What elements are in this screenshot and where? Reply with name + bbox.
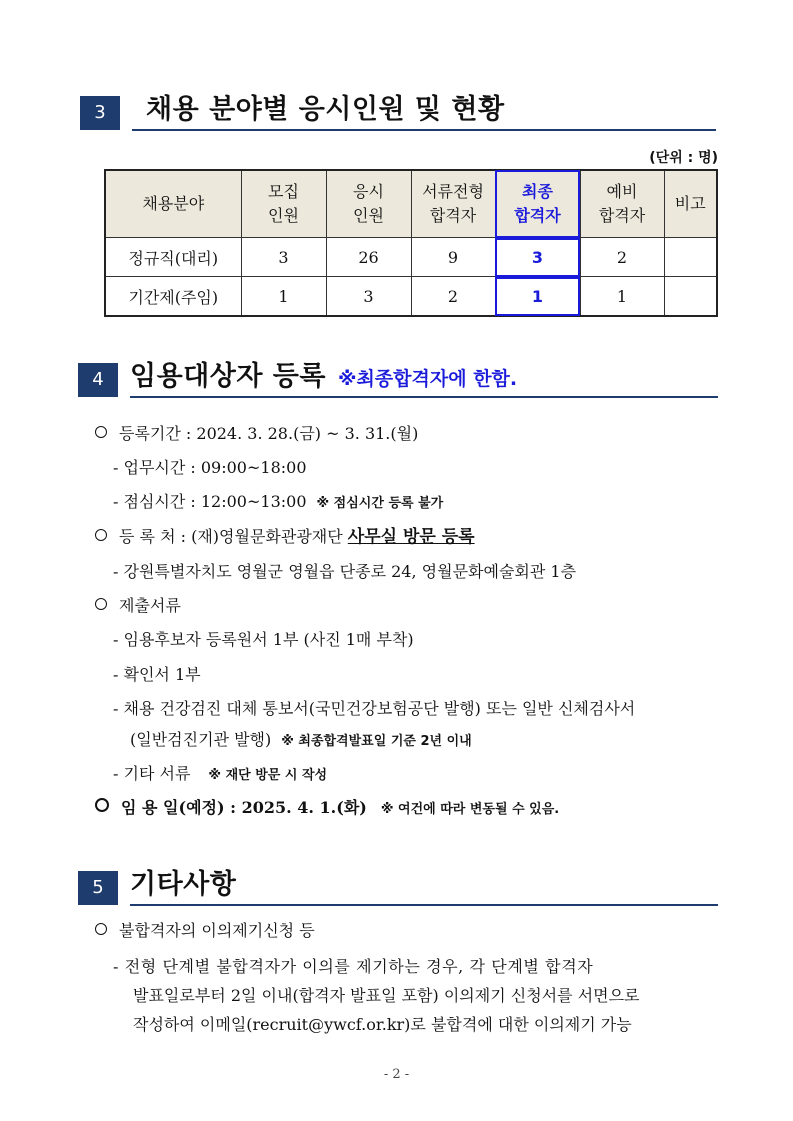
objection-text: 작성하여 이메일(recruit@ywcf.or.kr)로 불합격에 대한 이의제기 가능 — [133, 1015, 632, 1034]
header-cell: 응시 인원 — [326, 170, 411, 238]
table-row — [105, 277, 717, 317]
section-5-header — [78, 871, 718, 905]
table-row — [105, 238, 717, 277]
table-cell: 2 — [411, 277, 495, 317]
document-item: - 채용 건강검진 대체 통보서(국민건강보험공단 발행) 또는 일반 신체검사서 — [113, 699, 636, 718]
document-item: - 기타 서류 ※ 재단 방문 시 작성 — [113, 764, 328, 783]
section-4-header — [78, 363, 718, 397]
document-item: - 확인서 1부 — [113, 665, 201, 684]
table-cell: 9 — [411, 238, 495, 277]
appointment-note: ※ 여건에 따라 변동될 수 있음. — [380, 802, 560, 817]
unit-label: (단위 : 명) — [649, 150, 718, 166]
header-cell: 예비 합격자 — [580, 170, 664, 238]
objection-text: 발표일로부터 2일 이내(합격자 발표일 포함) 이의제기 신청서를 서면으로 — [133, 986, 640, 1005]
registration-period: 등록기간 : 2024. 3. 28.(금) ~ 3. 31.(월) — [95, 423, 418, 445]
circle-bullet-icon — [95, 426, 107, 438]
section-rule — [130, 904, 718, 906]
document-item-cont: (일반검진기관 발행) ※ 최종합격발표일 기준 2년 이내 — [130, 730, 472, 749]
work-hours: - 업무시간 : 09:00~18:00 — [113, 458, 307, 477]
header-cell-final: 최종 합격자 — [495, 170, 580, 238]
section-title — [130, 867, 236, 903]
table-cell: 3 — [241, 238, 326, 277]
objection-item: 불합격자의 이의제기신청 등 — [95, 920, 315, 942]
section-rule — [130, 396, 718, 398]
table-cell: 2 — [580, 238, 664, 277]
appointment-date: 임 용 일(예정) : 2025. 4. 1.(화) ※ 여건에 따라 변동될 수 있음. — [95, 797, 559, 821]
section-title-text: 채용 분야별 응시인원 및 현황 — [146, 94, 505, 125]
circle-bullet-icon — [95, 798, 109, 812]
header-cell: 서류전형 합격자 — [411, 170, 495, 238]
circle-bullet-icon — [95, 529, 107, 541]
document-note: ※ 재단 방문 시 작성 — [208, 768, 328, 783]
section-title-text: 임용대상자 등록 — [130, 361, 326, 392]
lunch-hours: - 점심시간 : 12:00~13:00 ※ 점심시간 등록 불가 — [113, 492, 444, 511]
table-cell: 26 — [326, 238, 411, 277]
table-cell: 3 — [326, 277, 411, 317]
table-cell — [664, 238, 717, 277]
place-emphasis: 사무실 방문 등록 — [347, 527, 475, 547]
header-cell: 모집 인원 — [241, 170, 326, 238]
registration-place: 등 록 처 : (재)영월문화관광재단 사무실 방문 등록 — [95, 526, 475, 548]
objection-text: - 전형 단계별 불합격자가 이의를 제기하는 경우, 각 단계별 합격자 — [113, 957, 594, 976]
table-header-row — [105, 170, 717, 238]
table-cell-final: 1 — [495, 277, 580, 317]
table-cell: 1 — [580, 277, 664, 317]
address: - 강원특별자치도 영월군 영월읍 단종로 24, 영월문화예술회관 1층 — [113, 562, 577, 581]
table-cell: 정규직(대리) — [105, 238, 241, 277]
section-title-text: 기타사항 — [130, 869, 237, 900]
applicant-table — [104, 169, 718, 317]
section-number: 4 — [78, 363, 118, 397]
circle-bullet-icon — [95, 598, 107, 610]
table-cell: 1 — [241, 277, 326, 317]
section-title — [146, 92, 505, 128]
section-rule — [132, 129, 716, 131]
section-3-header — [80, 96, 716, 130]
section-title — [130, 359, 517, 397]
header-cell: 채용분야 — [105, 170, 241, 238]
table-cell-final: 3 — [495, 238, 580, 277]
section-number: 5 — [78, 871, 118, 905]
document-note: ※ 최종합격발표일 기준 2년 이내 — [281, 734, 472, 749]
document-item: - 임용후보자 등록원서 1부 (사진 1매 부착) — [113, 630, 414, 649]
lunch-note: ※ 점심시간 등록 불가 — [316, 496, 444, 511]
section-title-note: ※최종합격자에 한함. — [337, 368, 518, 390]
table-cell — [664, 277, 717, 317]
circle-bullet-icon — [95, 923, 107, 935]
section-number: 3 — [80, 96, 120, 130]
documents-label: 제출서류 — [95, 595, 181, 617]
page-number: - 2 - — [383, 1067, 410, 1082]
table-cell: 기간제(주임) — [105, 277, 241, 317]
header-cell: 비고 — [664, 170, 717, 238]
